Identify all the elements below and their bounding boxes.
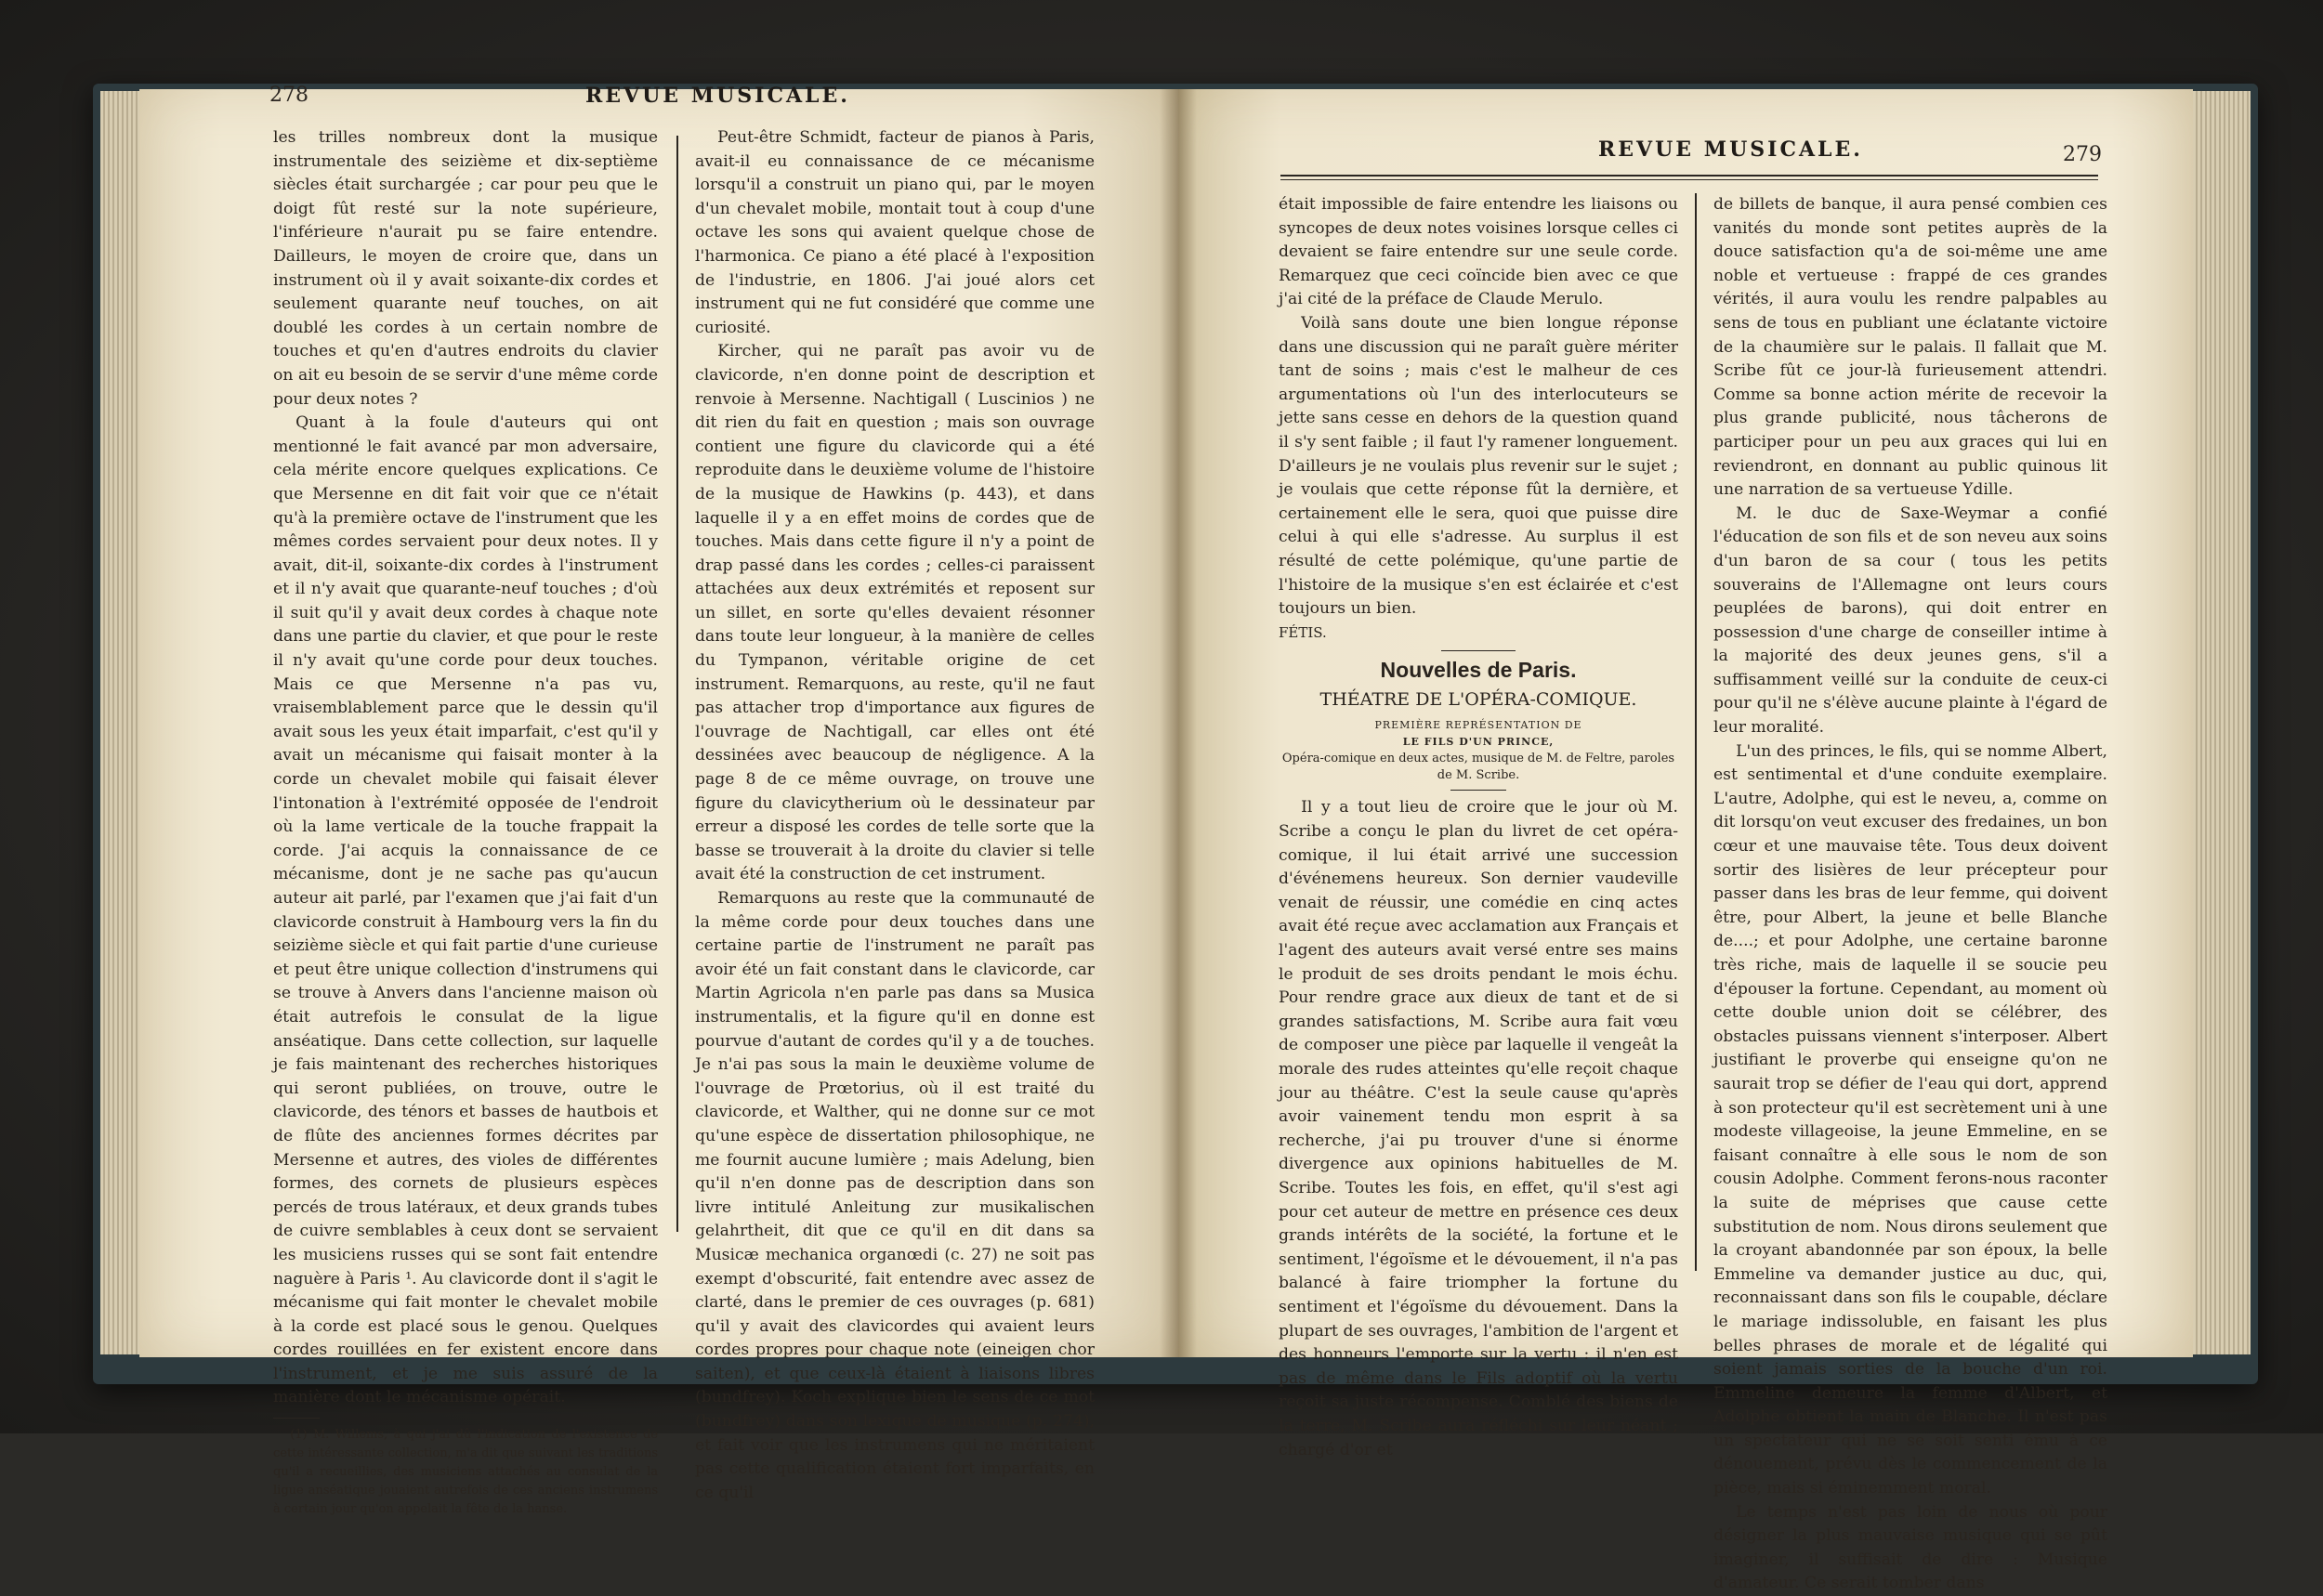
paragraph: M. le duc de Saxe-Weymar a confié l'éducation de son fils et de son neveu aux soins d'un baron de sa cour ( tous les petits souverains de l'Allemagne ont leurs cours peuplées de barons), qui doit entrer en possession d'une charge de conseiller intime à la majorité des deux jeunes gens, s'il a suffisamment veillé sur la conduite de ceux-ci pour qu'il ne s'élève aucune plainte à l'égard de leur moralité. xyxy=(1713,504,2107,738)
section-title: Nouvelles de Paris. xyxy=(1380,658,1577,683)
footnote: (1) M. Willems, à qui j'ai dû l'indication de l'existence de cette intéressante collection, m'a dit que suivant les traditions qu'il a recueillies, des musiciens attachés au consulat de la ligue anséatique jouaient autrefois de ces anciens instrumens à certain jour qu'on appelait la fête de la hanse. xyxy=(273,1428,658,1517)
play-subtitle: Opéra-comique en deux actes, musique de M. de Feltre, paroles de M. Scribe. xyxy=(1281,752,1675,783)
paragraph: de billets de banque, il aura pensé combien ces vanités du monde sont petites auprès de la douce satisfaction qu'a de soi-même une ame noble et vertueuse : frappé de ces grandes vérités, il aura voulu les rendre palpables au sens de tous en publiant une éclatante victoire de la chaumière sur le palais. Il fallait que M. Scribe fût ce jour-là furieusement attendri. Comme sa bonne action mérite de recevoir la plus grande publicité, nous tâcherons de participer pour un peu aux graces qui lui en reviendront, en donnant au public quinous lit une narration de sa vertueuse Ydille. xyxy=(1713,195,2107,500)
section-separator xyxy=(1441,650,1516,651)
subtitle-separator xyxy=(1450,790,1506,791)
premiere-label: PREMIÈRE REPRÉSENTATION DE xyxy=(1374,719,1582,732)
paragraph: Il y a tout lieu de croire que le jour où M. Scribe a conçu le plan du livret de cet opéra-comique, il lui était arrivé une succession d'événemens heureux. Son dernier vaudeville venait de réussir, une comédie en cinq actes avait été reçue avec acclamation aux Français et l'agent des auteurs avait versé entre ses mains le produit de ses droits pendant le mois échu. Pour rendre grace aux dieux de tant et de si grandes satisfactions, M. Scribe aura fait vœu de composer une pièce par laquelle il vengeât la morale des rudes atteintes qu'elle reçoit chaque jour au théâtre. C'est la seule cause qu'après avoir vainement tendu mon esprit à sa recherche, j'ai pu trouver d'une si énorme divergence aux opinions habituelles de M. Scribe. Toutes les fois, en effet, qu'il s'est agi pour cet auteur de mettre en présence ces deux grands intérêts de la société, la fortune et le sentiment, l'égoïsme et le dévouement, il n'a pas balancé à faire triompher la fortune du sentiment et l'égoïsme du dévouement. Dans la plupart de ses ouvrages, l'ambition de l'argent et des honneurs l'emporte sur la vertu : il n'en est pas de même dans le Fils adoptif où la vertu reçoit sa juste récompense. Comblé des biens de la terre, M. Scribe aura réfléchi sur leur néant ; chargé d'or et xyxy=(1279,798,1678,1459)
play-title: LE FILS D'UN PRINCE, xyxy=(1402,736,1555,749)
paragraph: Quant à la foule d'auteurs qui ont mentionné le fait avancé par mon adversaire, cela mérite encore quelques explications. Ce que Mersenne en dit fait voir que ce n'était qu'à la première octave de l'instrument que les mêmes cordes servaient pour deux notes. Il y avait, dit-il, soixante-dix cordes à l'instrument et il n'y avait que quarante-neuf touches ; d'où il suit qu'il y avait deux cordes à chaque note dans une partie du clavier, et que pour le reste il n'y avait qu'une corde pour deux touches. Mais ce que Mersenne n'a pas vu, vraisemblablement parce que le dessin qu'il avait sous les yeux était imparfait, c'est qu'il y avait un mécanisme qui faisait monter à la corde un chevalet mobile qui faisait élever l'intonation à l'extrémité opposée de l'endroit où la lame verticale de la touche frappait la corde. J'ai acquis la connaissance de ce mécanisme, dont je ne sache pas qu'aucun auteur ait parlé, par l'examen que j'ai fait d'un clavicorde construit à Hambourg vers la fin du seizième siècle et qui fait partie d'une curieuse et peut être unique collection d'instrumens qui se trouve à Anvers dans l'ancienne maison où était autrefois le consulat de la ligue anséatique. Dans cette collection, sur laquelle je fais maintenant des recherches historiques qui seront publiées, on trouve, outre le clavicorde, des ténors et basses de hautbois et de flûte des anciennes formes décrites par Mersenne et autres, des violes de différentes formes, des cornets de plusieurs espèces percés de trous latéraux, et deux grands tubes de cuivre semblables à ceux dont se servaient les musiciens russes qui se sont fait entendre naguère à Paris ¹. Au clavicorde dont il s'agit le mécanisme qui fait monter le chevalet mobile à la corde est placé sous le genou. Quelques cordes rouillées en fer existent encore dans l'instrument, et je me suis assuré de la manière dont le mécanisme opérait. xyxy=(273,413,658,1407)
paragraph: Remarquons au reste que la communauté de la même corde pour deux touches dans une certaine partie de l'instrument ne paraît pas avoir été un fait constant dans le clavicorde, car Martin Agricola n'en parle pas dans sa Musica instrumentalis, et la figure qu'il en donne est pourvue d'autant de cordes qu'il y a de touches. Je n'ai pas sous la main le deuxième volume de l'ouvrage de Prœtorius, où il est traité du clavicorde, et Walther, qui ne donne sur ce mot qu'une espèce de dissertation philosophique, ne me fournit aucune lumière ; mais Adelung, bien qu'il n'en donne pas de description dans son livre intitulé Anleitung zur musikalischen gelahrtheit, dit que ce qu'il en dit dans sa Musicæ mechanica organœdi (c. 27) ne soit pas exempt d'obscurité, fait entendre avec assez de clarté, dans le premier de ces ouvrages (p. 681) qu'il y avait des clavicordes qui avaient leurs cordes propres pour chaque note (eineigen chor saiten), et que ceux-là étaient à liaisons libres (bundfrey). Koch explique bien le sens de ce mot (bundfrey) dans son lexique de musique (p. 274), et fait voir que les instrumens qui ne méritaient pas cette qualification étaient fort imparfaits, en ce qu'il xyxy=(695,889,1095,1502)
left-page xyxy=(139,84,1178,1517)
book-gutter xyxy=(1160,89,1197,1357)
header-rule xyxy=(1280,175,2098,177)
paragraph: était impossible de faire entendre les liaisons ou syncopes de deux notes voisines lorsque celles ci devaient se faire entendre sur une seule corde. Remarquez que ceci coïncide bien avec ce que j'ai cité de la préface de Claude Merulo. xyxy=(1279,195,1678,309)
left-page-number: 278 xyxy=(269,84,308,107)
paragraph: Voilà sans doute une bien longue réponse dans une discussion qui ne paraît guère mériter tant de soins ; mais c'est le malheur de ces argumentations où l'un des interlocuteurs se jette sans cesse en dehors de la question quand il s'y sent faible ; il faut l'y ramener longuement. D'ailleurs je ne voulais plus revenir sur le sujet ; je voulais que cette réponse fût la dernière, et certainement elle le sera, quoi que puisse dire celui à qui elle s'adresse. Au surplus il est résulté de cette polémique, qu'une partie de l'histoire de la musique s'en est éclairée et c'est toujours un bien. xyxy=(1279,313,1678,619)
page-edges-right xyxy=(2184,91,2251,1354)
right-page-number: 279 xyxy=(2063,143,2102,166)
header-rule-thin xyxy=(1280,179,2098,180)
right-page xyxy=(1178,89,2193,1593)
signature: FÉTIS. xyxy=(1279,623,1327,641)
paragraph: Kircher, qui ne paraît pas avoir vu de clavicorde, n'en donne point de description et renvoie à Mersenne. Nachtigall ( Luscinios ) ne dit rien du fait en question ; mais son ouvrage contient une figure du clavicorde qui a été reproduite dans le deuxième volume de l'histoire de la musique de Hawkins (p. 443), et dans laquelle il y a en effet moins de cordes que de touches. Mais dans cette figure il n'y a point de drap passé dans les cordes ; celles-ci paraissent attachées aux deux extrémités et reposent sur un sillet, en sorte qu'elles devaient résonner dans toute leur longueur, à la manière de celles du Tympanon, véritable origine de cet instrument. Remarquons, au reste, qu'il ne faut pas attacher trop d'importance aux figures de l'ouvrage de Nachtigall, car elles ont été dessinées avec beaucoup de négligence. A la page 8 de ce même ouvrage, on trouve une figure du clavicytherium où le dessinateur par erreur a disposé les cordes de telle sorte que la basse se trouverait à la droite du clavier si telle avait été la construction de cet instrument. xyxy=(695,342,1095,884)
right-column-2 xyxy=(1713,193,2107,1596)
right-running-head: REVUE MUSICALE. xyxy=(1598,137,1863,162)
theatre-heading: THÉATRE DE L'OPÉRA-COMIQUE. xyxy=(1319,688,1637,710)
left-column-2 xyxy=(695,126,1095,1505)
paragraph: les trilles nombreux dont la musique instrumentale des seizième et dix-septième siècles était surchargée ; car pour peu que le doigt fût resté sur la note supérieure, l'inférieure n'aurait pu se faire entendre. Dailleurs, le moyen de croire que, dans un instrument où il y avait soixante-dix cordes et seulement quarante neuf touches, on ait doublé les cordes à un certain nombre de touches et qu'en d'autres endroits du clavier on ait eu besoin de se servir d'une même corde pour deux notes ? xyxy=(273,128,658,409)
column-divider xyxy=(676,136,678,1232)
paragraph: Peut-être Schmidt, facteur de pianos à Paris, avait-il eu connaissance de ce mécanisme lorsqu'il a construit un piano qui, par le moyen d'un chevalet mobile, montait tout à coup d'une octave les sons qui avaient quelque chose de l'harmonica. Ce piano a été placé à l'exposition de l'industrie, en 1806. J'ai joué alors cet instrument qui ne fut considéré que comme une curiosité. xyxy=(695,128,1095,337)
paragraph: Le temps n'est pas loin de nous où pour désigner la plus mauvaise musique qui se pût imaginer, il suffisait de dire : Musique d'amateur. Ce serait tomber dans xyxy=(1713,1502,2107,1593)
left-column-1 xyxy=(273,126,658,1519)
right-column-1 xyxy=(1279,193,1678,1462)
left-running-head: REVUE MUSICALE. xyxy=(585,84,850,108)
paragraph: L'un des princes, le fils, qui se nomme Albert, est sentimental et d'une conduite exemplaire. L'autre, Adolphe, qui est le neveu, a, comme on dit lorsqu'on veut excuser des fredaines, un bon cœur et une mauvaise tête. Tous deux doivent sortir des lisières de leur précepteur pour passer dans les bras de leur femme, qui doivent être, pour Albert, la jeune et belle Blanche de....; et pour Adolphe, une certaine baronne très riche, mais de laquelle il se soucie peu d'épouser la fortune. Cependant, au moment où cette double union doit se célébrer, des obstacles puissans viennent s'interposer. Albert justifiant le proverbe qui enseigne qu'on ne saurait trop se défier de l'eau qui dort, apprend à son protecteur qu'il est secrètement uni à une modeste villageoise, la jeune Emmeline, en se faisant connaître à elle sous le nom de son cousin Adolphe. Comment ferons-nous raconter la suite de méprises que cause cette substitution de nom. Nous dirons seulement que la croyant abandonnée par son époux, la belle Emmeline va demander justice au duc, qui, reconnaissant dans son fils le coupable, déclare le mariage indissoluble, en faisant les plus belles phrases de morale et de légalité qui soient jamais sorties de la bouche d'un roi. Emmeline demeure la femme d'Albert, et Adolphe obtient la main de Blanche. Il n'est pas un spectateur qui ne se soit senti ému à ce dénouement, prévu dès le commencement de la pièce, mais si éminemment moral. xyxy=(1713,741,2107,1498)
footnote-rule xyxy=(273,1418,320,1419)
column-divider xyxy=(1695,193,1697,1271)
